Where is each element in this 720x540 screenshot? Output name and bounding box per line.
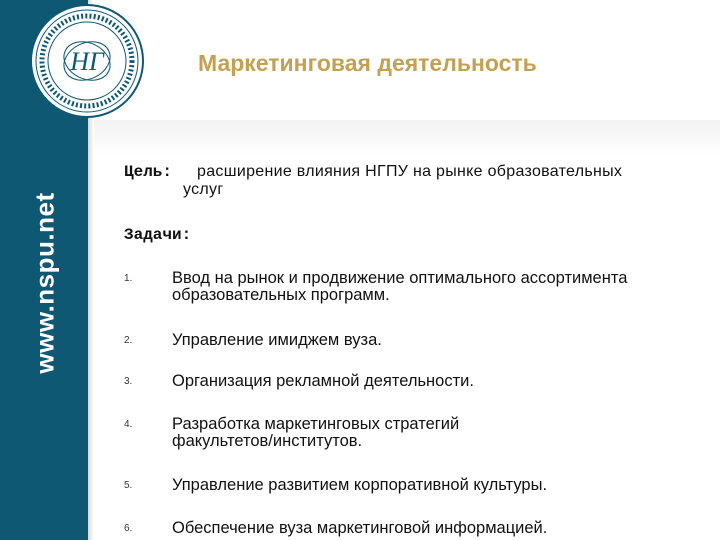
task-text-line2: образовательных программ. [172, 286, 390, 304]
task-text-line1: Разработка маркетинговых стратегий [172, 415, 460, 433]
task-text [172, 332, 692, 349]
page-title: Маркетинговая деятельность [198, 50, 537, 76]
goal-text-line2: услуг [183, 181, 224, 198]
task-text [172, 416, 692, 450]
goal-block [124, 163, 694, 199]
university-logo [28, 2, 146, 120]
task-text [172, 520, 692, 537]
goal-label: Цель: [124, 163, 173, 181]
task-number: 3. [124, 376, 133, 387]
task-number: 1. [124, 273, 133, 284]
task-text-line2: факультетов/институтов. [172, 432, 363, 450]
task-text-line1: Управление развитием корпоративной культуры. [172, 476, 548, 494]
task-text [172, 477, 692, 494]
task-number: 6. [124, 523, 133, 534]
site-url[interactable]: www.nspu.net [29, 192, 60, 374]
task-text [172, 373, 692, 390]
logo-monogram: НГ [70, 47, 104, 76]
task-number: 5. [124, 480, 133, 491]
task-text [172, 270, 692, 304]
task-text-line1: Организация рекламной деятельности. [172, 372, 474, 390]
goal-text-line1: расширение влияния НГПУ на рынке образовательных [197, 163, 623, 180]
task-text-line1: Управление имиджем вуза. [172, 331, 382, 349]
task-text-line1: Ввод на рынок и продвижение оптимального ассортимента [172, 269, 628, 287]
task-number: 2. [124, 335, 133, 346]
task-text-line1: Обеспечение вуза маркетинговой информацией. [172, 519, 548, 537]
tasks-label: Задачи: [124, 226, 192, 244]
header-shade [94, 120, 720, 156]
task-number: 4. [124, 419, 133, 430]
goal-text [183, 163, 694, 199]
